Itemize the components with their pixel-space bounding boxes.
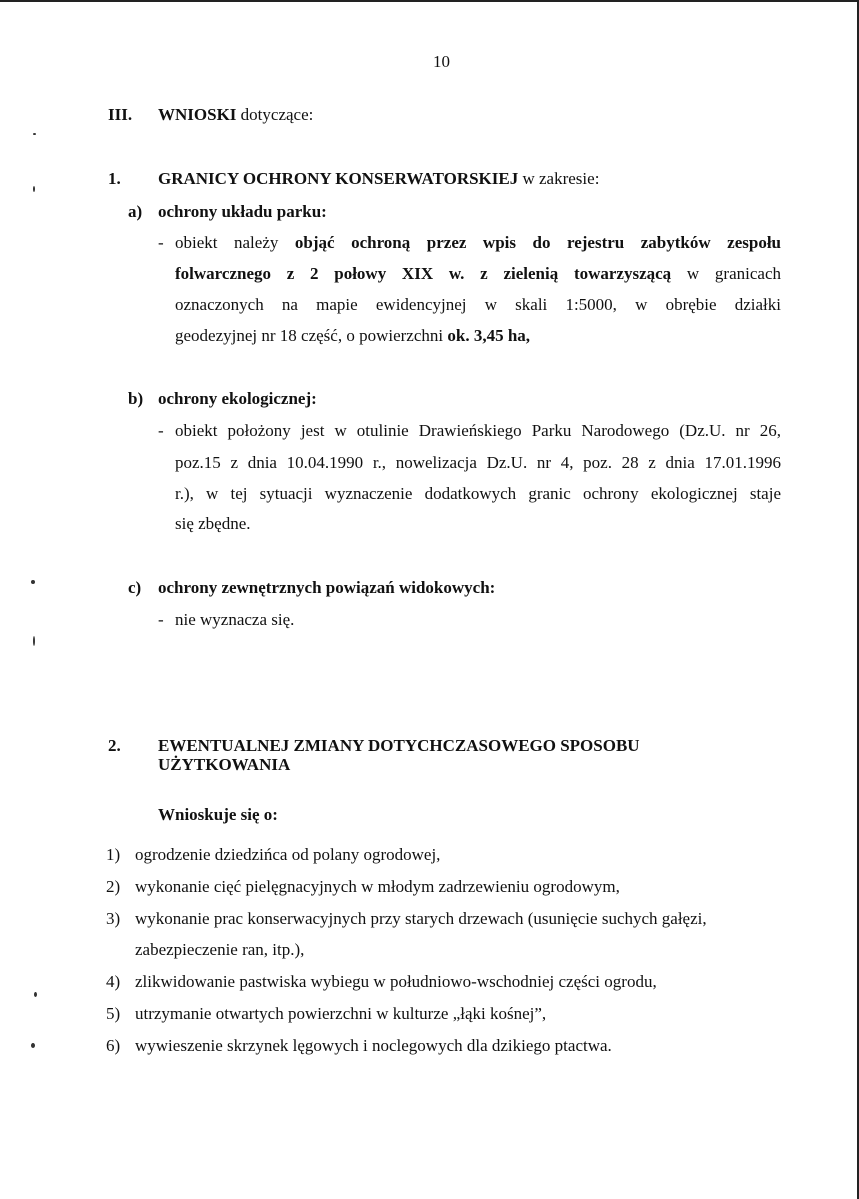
subitem-c-label: c)	[128, 578, 142, 597]
scan-speck	[31, 580, 35, 584]
page-number: 10	[433, 52, 450, 71]
item-2-title-line-1: EWENTUALNEJ ZMIANY DOTYCHCZASOWEGO SPOSOBU	[158, 736, 640, 755]
subitem-a-line-4-bold: ok. 3,45 ha,	[447, 326, 531, 345]
section-heading	[158, 105, 313, 125]
item-2-title-line-2: UŻYTKOWANIA	[158, 755, 291, 774]
subitem-b-title: ochrony ekologicznej:	[158, 389, 317, 408]
subitem-a-title: ochrony układu parku:	[158, 202, 327, 221]
subitem-c-line-1: nie wyznacza się.	[175, 610, 295, 629]
section-title: WNIOSKI	[158, 105, 237, 124]
scan-speck	[34, 992, 37, 997]
item-1-title: GRANICY OCHRONY KONSERWATORSKIEJ	[158, 169, 519, 188]
subitem-b-line-2: poz.15 z dnia 10.04.1990 r., nowelizacja Dz.U. nr 4, poz. 28 z dnia 17.01.1996	[175, 453, 781, 472]
list-item-number: 2)	[106, 877, 121, 896]
scan-edge-top	[0, 0, 859, 2]
list-item-text: wywieszenie skrzynek lęgowych i noclegowych dla dzikiego ptactwa.	[135, 1036, 612, 1055]
list-item-number: 1)	[106, 845, 121, 864]
scan-speck	[33, 186, 35, 192]
subitem-b-line-1: obiekt położony jest w otulinie Drawieńskiego Parku Narodowego (Dz.U. nr 26,	[175, 421, 781, 440]
section-title-suffix: dotyczące:	[236, 105, 314, 124]
item-1-suffix: w zakresie:	[518, 169, 600, 188]
list-item-text: utrzymanie otwartych powierzchni w kulturze „łąki kośnej”,	[135, 1004, 547, 1023]
subitem-a-line-3: oznaczonych na mapie ewidencyjnej w skali 1:5000, w obrębie działki	[175, 295, 781, 314]
subitem-a-dash: -	[158, 233, 164, 252]
subitem-a-line-4	[175, 326, 530, 346]
list-item-text-continued: zabezpieczenie ran, itp.),	[135, 940, 305, 959]
subitem-a-line-1	[175, 233, 781, 253]
section-number: III.	[108, 105, 133, 124]
subitem-b-dash: -	[158, 421, 164, 440]
subitem-c-dash: -	[158, 610, 164, 629]
list-item-number: 5)	[106, 1004, 121, 1023]
subitem-b-line-4: się zbędne.	[175, 514, 251, 533]
scan-speck	[33, 133, 36, 135]
list-item-number: 3)	[106, 909, 121, 928]
subitem-a-line-4-plain: geodezyjnej nr 18 część, o powierzchni	[175, 326, 448, 345]
list-item-number: 4)	[106, 972, 121, 991]
item-1-heading	[158, 169, 599, 189]
list-item-text: ogrodzenie dziedzińca od polany ogrodowej,	[135, 845, 441, 864]
scan-speck	[31, 1043, 35, 1048]
list-item-text: wykonanie cięć pielęgnacyjnych w młodym zadrzewieniu ogrodowym,	[135, 877, 620, 896]
subitem-c-title: ochrony zewnętrznych powiązań widokowych:	[158, 578, 496, 597]
item-1-number: 1.	[108, 169, 121, 188]
list-item-number: 6)	[106, 1036, 121, 1055]
list-item-text: wykonanie prac konserwacyjnych przy starych drzewach (usunięcie suchych gałęzi,	[135, 909, 707, 928]
item-2-subheading: Wnioskuje się o:	[158, 805, 278, 824]
subitem-b-label: b)	[128, 389, 144, 408]
subitem-a-label: a)	[128, 202, 143, 221]
subitem-a-line-2-bold: folwarcznego z 2 połowy XIX w. z zielenią towarzyszącą	[175, 264, 672, 283]
list-item-text: zlikwidowanie pastwiska wybiegu w południowo-wschodniej części ogrodu,	[135, 972, 657, 991]
subitem-a-line-2-plain: w granicach	[671, 264, 782, 283]
subitem-a-line-2	[175, 264, 781, 284]
subitem-a-line-1-bold: objąć ochroną przez wpis do rejestru zabytków zespołu	[294, 233, 782, 252]
item-2-number: 2.	[108, 736, 121, 755]
subitem-b-line-3: r.), w tej sytuacji wyznaczenie dodatkowych granic ochrony ekologicznej staje	[175, 484, 781, 503]
subitem-a-line-1-plain: obiekt należy	[175, 233, 295, 252]
scan-speck	[33, 636, 35, 646]
